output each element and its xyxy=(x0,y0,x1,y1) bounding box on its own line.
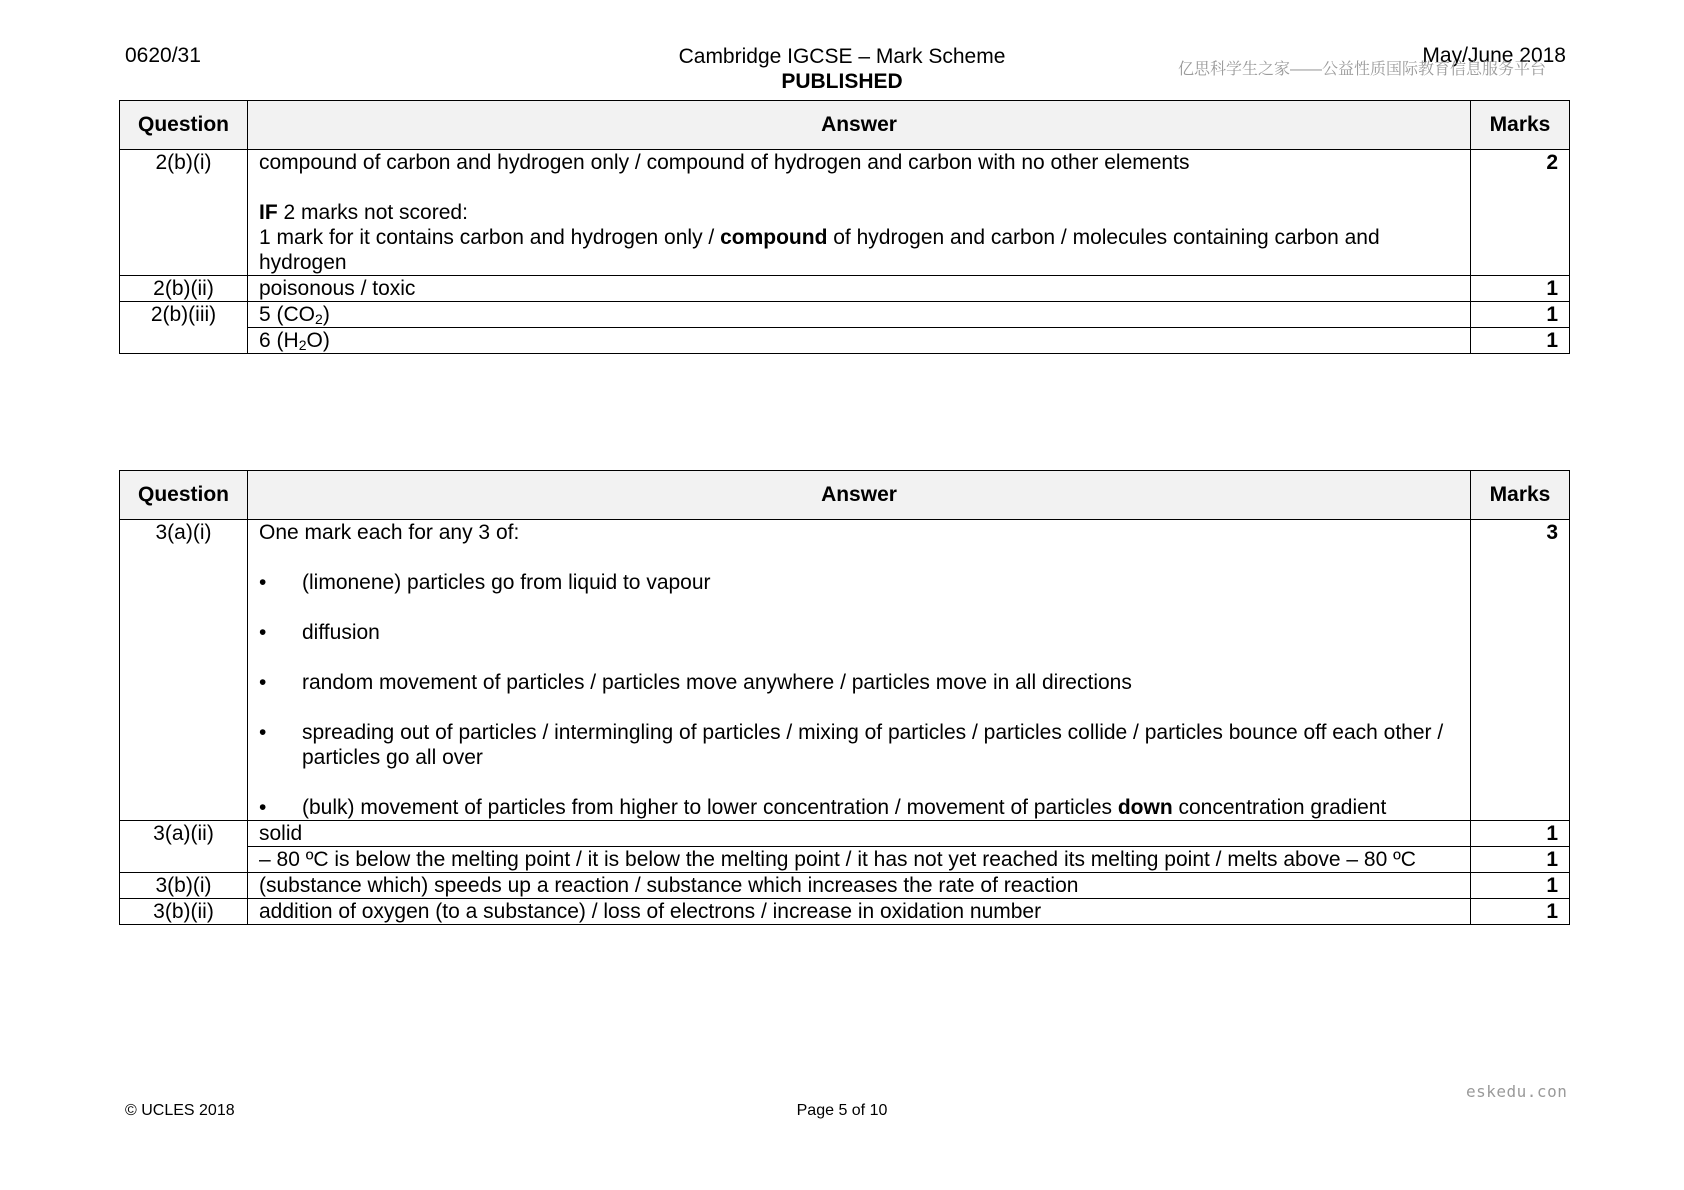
bullet-item: • spreading out of particles / intermingling of particles / mixing of particles / particles collide / particles bounce off each other / particles go all over xyxy=(259,721,1444,769)
table-row xyxy=(120,873,1570,899)
marks-column-header: Marks xyxy=(1471,471,1570,520)
bullet-icon: • xyxy=(259,671,267,694)
document-code: 0620/31 xyxy=(125,44,201,67)
answer-text: addition of oxygen (to a substance) / loss of electrons / increase in oxidation number xyxy=(248,899,1471,925)
answer-intro: One mark each for any 3 of: xyxy=(259,521,520,544)
answer-column-header: Answer xyxy=(248,101,1471,150)
exam-session: May/June 2018 xyxy=(1422,44,1566,67)
answer-text: 5 $(CO_2)$ xyxy=(248,302,1471,328)
question-number: 3(a)(ii) xyxy=(120,821,248,873)
mark-scheme-table-q2 xyxy=(119,100,1570,354)
answer-text: solid xyxy=(248,821,1471,847)
marks-value: 2 xyxy=(1471,150,1570,276)
bullet-icon: • xyxy=(259,621,267,644)
mark-scheme-table-q3 xyxy=(119,470,1570,925)
marks-value: 1 xyxy=(1471,899,1570,925)
marks-value: 1 xyxy=(1471,821,1570,847)
question-column-header: Question xyxy=(120,101,248,150)
bullet-icon: • xyxy=(259,796,267,819)
bullet-icon: • xyxy=(259,721,267,744)
answer-text: (substance which) speeds up a reaction / substance which increases the rate of reaction xyxy=(248,873,1471,899)
table-row xyxy=(120,328,1570,354)
question-number: 3(a)(i) xyxy=(120,520,248,821)
question-column-header: Question xyxy=(120,471,248,520)
bullet-item: • diffusion xyxy=(259,621,380,644)
answer-column-header: Answer xyxy=(248,471,1471,520)
answer-alternative: 1 mark for it contains carbon and hydrogen only / compound of hydrogen and carbon / molecules containing carbon and hydrogen xyxy=(259,226,1380,274)
answer-text: – 80 ºC is below the melting point / it is below the melting point / it has not yet reached its melting point / melts above – 80 ºC xyxy=(248,847,1471,873)
bullet-icon: • xyxy=(259,571,267,594)
footer-watermark: eskedu.con xyxy=(1466,1082,1568,1101)
page-number: Page 5 of 10 xyxy=(796,1102,888,1119)
question-number: 2(b)(i) xyxy=(120,150,248,276)
table-header-row xyxy=(120,101,1570,150)
header-watermark: 亿思科学生之家——公益性质国际教育信息服务平台 xyxy=(1178,61,1547,78)
answer-cell xyxy=(248,520,1471,821)
marks-value: 1 xyxy=(1471,328,1570,354)
bullet-item: • (limonene) particles go from liquid to vapour xyxy=(259,571,711,594)
bullet-item: • (bulk) movement of particles from higher to lower concentration / movement of particles down concentration gradient xyxy=(259,796,1387,819)
question-number: 3(b)(i) xyxy=(120,873,248,899)
answer-text: compound of carbon and hydrogen only / compound of hydrogen and carbon with no other elements xyxy=(259,151,1190,174)
document-title: Cambridge IGCSE – Mark Scheme xyxy=(678,45,1006,68)
table-row xyxy=(120,821,1570,847)
question-number: 2(b)(ii) xyxy=(120,276,248,302)
published-label: PUBLISHED xyxy=(781,70,903,93)
if-label: IF xyxy=(259,201,278,224)
bullet-item: • random movement of particles / particles move anywhere / particles move in all directions xyxy=(259,671,1132,694)
answer-cell xyxy=(248,150,1471,276)
question-number: 3(b)(ii) xyxy=(120,899,248,925)
answer-text: poisonous / toxic xyxy=(248,276,1471,302)
table-row xyxy=(120,899,1570,925)
table-row xyxy=(120,302,1570,328)
table-row xyxy=(120,150,1570,276)
marks-column-header: Marks xyxy=(1471,101,1570,150)
table-row xyxy=(120,276,1570,302)
table-row xyxy=(120,520,1570,821)
copyright: © UCLES 2018 xyxy=(125,1102,235,1119)
marks-value: 3 xyxy=(1471,520,1570,821)
answer-text: 6 $(H_2O)$ xyxy=(248,328,1471,354)
answer-note: IF 2 marks not scored: xyxy=(259,201,468,224)
marks-value: 1 xyxy=(1471,873,1570,899)
marks-value: 1 xyxy=(1471,847,1570,873)
marks-value: 1 xyxy=(1471,276,1570,302)
marks-value: 1 xyxy=(1471,302,1570,328)
question-number: 2(b)(iii) xyxy=(120,302,248,354)
table-row xyxy=(120,847,1570,873)
table-header-row xyxy=(120,471,1570,520)
